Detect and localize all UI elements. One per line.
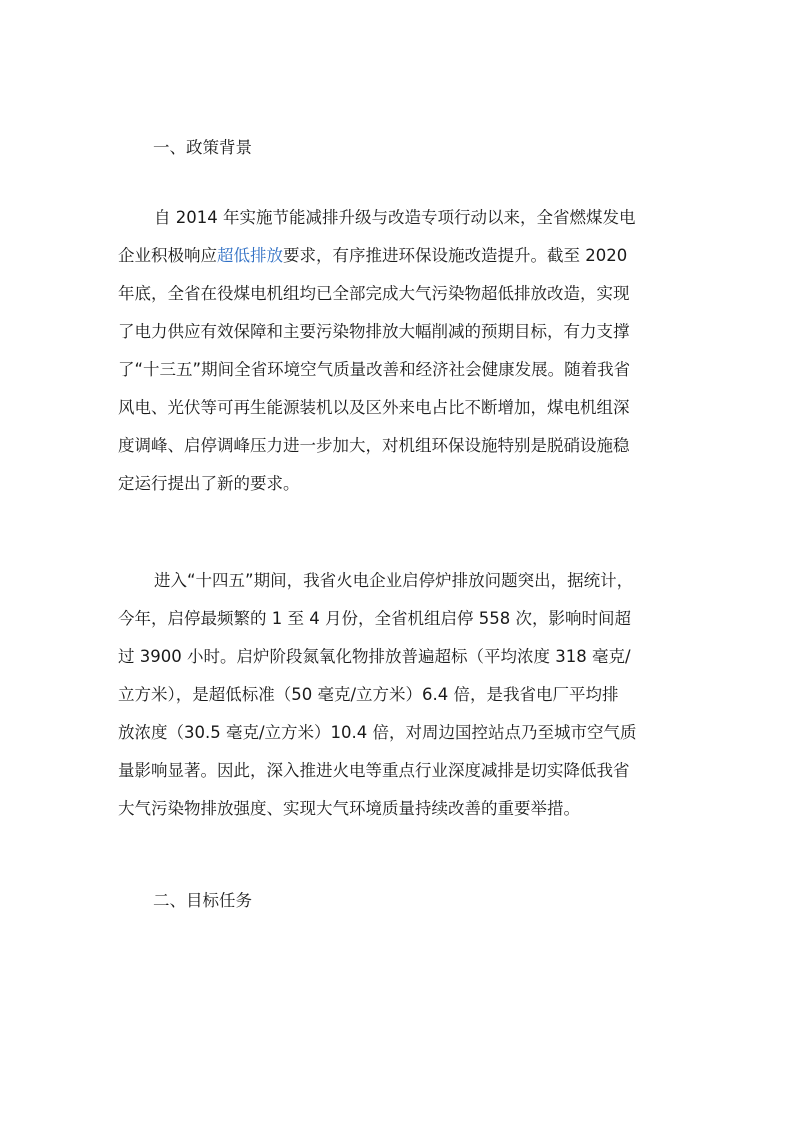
paragraph-line: 年底，全省在役煤电机组均已全部完成大气污染物超低排放改造，实现 xyxy=(118,284,630,303)
section-heading-targets-tasks: 二、目标任务 xyxy=(153,891,252,910)
ultra-low-emission-link[interactable]: 超低排放 xyxy=(217,246,283,265)
paragraph-line: 今年，启停最频繁的 1 至 4 月份，全省机组启停 558 次，影响时间超 xyxy=(118,609,631,628)
paragraph-line: 了电力供应有效保障和主要污染物排放大幅削减的预期目标，有力支撑 xyxy=(118,322,630,341)
paragraph-line: 进入“十四五”期间，我省火电企业启停炉排放问题突出，据统计， xyxy=(154,571,634,590)
paragraph-line: 度调峰、启停调峰压力进一步加大，对机组环保设施特别是脱硝设施稳 xyxy=(118,436,630,455)
paragraph-line: 放浓度（30.5 毫克/立方米）10.4 倍，对周边国控站点乃至城市空气质 xyxy=(118,723,637,742)
text-segment: 企业积极响应 xyxy=(118,246,217,265)
section-heading-policy-background: 一、政策背景 xyxy=(153,138,252,157)
paragraph-line: 过 3900 小时。启炉阶段氮氧化物排放普遍超标（平均浓度 318 毫克/ xyxy=(118,647,631,666)
paragraph-line: 立方米），是超低标准（50 毫克/立方米）6.4 倍，是我省电厂平均排 xyxy=(118,685,619,704)
paragraph-line: 定运行提出了新的要求。 xyxy=(118,474,300,493)
text-segment: 要求，有序推进环保设施改造提升。截至 2020 xyxy=(283,246,628,265)
paragraph-line: 风电、光伏等可再生能源装机以及区外来电占比不断增加，煤电机组深 xyxy=(118,398,630,417)
paragraph-line xyxy=(118,237,678,275)
paragraph-line: 了“十三五”期间全省环境空气质量改善和经济社会健康发展。随着我省 xyxy=(118,360,631,379)
paragraph-line: 自 2014 年实施节能减排升级与改造专项行动以来，全省燃煤发电 xyxy=(154,208,636,227)
paragraph-line: 量影响显著。因此，深入推进火电等重点行业深度减排是切实降低我省 xyxy=(118,761,630,780)
paragraph-line: 大气污染物排放强度、实现大气环境质量持续改善的重要举措。 xyxy=(118,799,580,818)
paragraph-policy-background-2 xyxy=(118,562,678,828)
paragraph-policy-background-1 xyxy=(118,199,678,503)
